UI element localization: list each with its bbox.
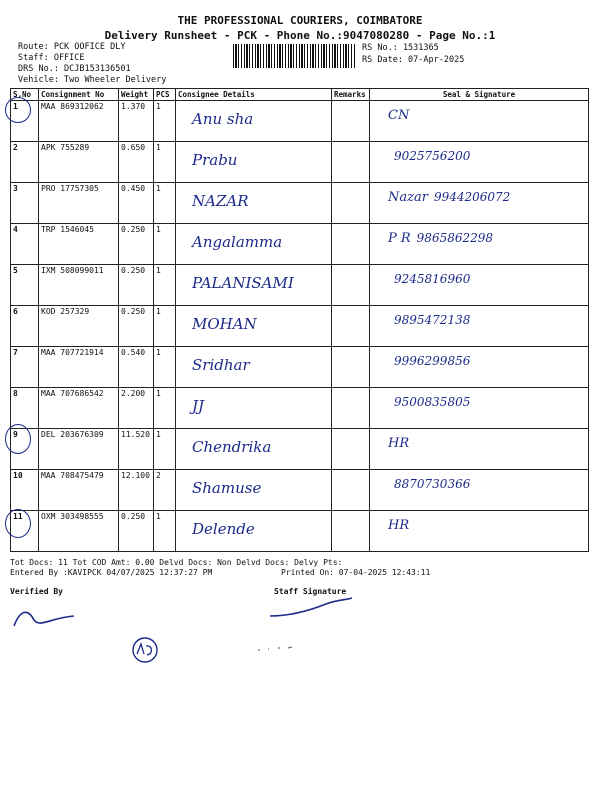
row-weight: 0.250 [119, 224, 154, 265]
row-pcs: 1 [154, 388, 176, 429]
row-remarks [332, 347, 370, 388]
row-remarks [332, 306, 370, 347]
row-consignee [176, 101, 332, 142]
consignee-handwritten-name: Chendrika [192, 438, 272, 456]
row-seal-signature [370, 429, 589, 470]
row-sno: 1 [11, 101, 39, 142]
route-label: Route: PCK OOFICE DLY [18, 42, 126, 52]
handwritten-signature [372, 348, 586, 369]
row-seal-signature [370, 388, 589, 429]
table-row [11, 142, 589, 183]
col-header-pcs: PCS [154, 89, 176, 101]
handwritten-signature [372, 471, 586, 492]
row-consignment-no: MAA 708475479 [39, 470, 119, 511]
row-pcs: 1 [154, 183, 176, 224]
row-consignment-no: DEL 203676309 [39, 429, 119, 470]
row-weight: 0.540 [119, 347, 154, 388]
row-sno: 6 [11, 306, 39, 347]
row-sno: 8 [11, 388, 39, 429]
row-consignee [176, 142, 332, 183]
row-consignee [176, 511, 332, 552]
row-weight: 0.450 [119, 183, 154, 224]
table-row [11, 265, 589, 306]
row-weight: 0.250 [119, 306, 154, 347]
barcode-graphic [233, 44, 355, 68]
row-consignment-no: KOD 257329 [39, 306, 119, 347]
row-consignee [176, 470, 332, 511]
totals-line: Tot Docs: 11 Tot COD Amt: 0.00 Delvd Docs: Non Delvd Docs: Delvy Pts: [10, 558, 343, 567]
signature-text: CN [388, 108, 410, 123]
signature-phone: 9996299856 [394, 354, 471, 368]
row-weight: 2.200 [119, 388, 154, 429]
row-sno: 9 [11, 429, 39, 470]
row-consignee [176, 224, 332, 265]
ink-circle-row-9 [5, 424, 31, 454]
row-seal-signature [370, 511, 589, 552]
row-remarks [332, 265, 370, 306]
runsheet-subtitle: Delivery Runsheet - PCK - Phone No.:9047080280 - Page No.:1 [104, 29, 496, 42]
ink-dots [256, 644, 296, 654]
ink-circle-row-11 [5, 509, 31, 538]
row-consignment-no: MAA 707686542 [39, 388, 119, 429]
row-consignment-no: MAA 869312062 [39, 101, 119, 142]
signature-phone: 9500835805 [394, 395, 471, 409]
ink-circle-row-1 [5, 97, 31, 123]
row-remarks [332, 388, 370, 429]
consignee-handwritten-name: Sridhar [192, 356, 250, 374]
row-seal-signature [370, 470, 589, 511]
signature-phone: 9944206072 [433, 190, 511, 204]
staff-signature-scribble [266, 596, 356, 622]
table-row [11, 511, 589, 552]
signature-text: HR [388, 518, 410, 533]
row-weight: 0.650 [119, 142, 154, 183]
table-row [11, 224, 589, 265]
row-pcs: 1 [154, 142, 176, 183]
row-consignment-no: IXM 508099011 [39, 265, 119, 306]
verified-signature-scribble [10, 600, 80, 630]
vehicle-label: Vehicle: Two Wheeler Delivery [18, 75, 167, 85]
consignee-handwritten-name: Prabu [192, 151, 238, 169]
row-pcs: 1 [154, 347, 176, 388]
handwritten-signature [372, 143, 586, 164]
consignee-handwritten-name: Shamuse [192, 479, 262, 497]
row-pcs: 1 [154, 511, 176, 552]
handwritten-signature [372, 512, 586, 533]
printed-on: Printed On: 07-04-2025 12:43:11 [281, 568, 431, 577]
row-consignee [176, 265, 332, 306]
row-weight: 11.520 [119, 429, 154, 470]
consignee-handwritten-name: Delende [192, 520, 255, 538]
row-pcs: 1 [154, 306, 176, 347]
signature-text: P R [388, 231, 411, 246]
entered-by: Entered By :KAVIPCK 04/07/2025 12:37:27 PM [10, 568, 213, 577]
table-header-row [11, 89, 589, 101]
row-remarks [332, 142, 370, 183]
consignee-handwritten-name: PALANISAMI [192, 274, 294, 292]
row-consignee [176, 388, 332, 429]
handwritten-signature [372, 225, 586, 246]
row-sno: 4 [11, 224, 39, 265]
row-consignment-no: APK 755289 [39, 142, 119, 183]
row-consignee [176, 429, 332, 470]
row-pcs: 1 [154, 265, 176, 306]
consignee-handwritten-name: Anu sha [192, 110, 254, 128]
row-remarks [332, 429, 370, 470]
row-seal-signature [370, 183, 589, 224]
runsheet-table [10, 88, 589, 552]
signature-phone: 9245816960 [394, 272, 471, 286]
row-remarks [332, 470, 370, 511]
row-pcs: 1 [154, 429, 176, 470]
row-seal-signature [370, 347, 589, 388]
staff-label: Staff: OFFICE [18, 53, 85, 63]
row-consignee [176, 183, 332, 224]
row-sno: 3 [11, 183, 39, 224]
drs-label: DRS No.: DCJB153136501 [18, 64, 131, 74]
handwritten-signature [372, 102, 586, 123]
col-header-weight: Weight [119, 89, 154, 101]
col-header-consignment: Consignment No [39, 89, 119, 101]
table-row [11, 183, 589, 224]
signature-text: Nazar [388, 190, 428, 205]
row-consignment-no: PRO 17757305 [39, 183, 119, 224]
row-consignment-no: OXM 303498555 [39, 511, 119, 552]
col-header-consignee: Consignee Details [176, 89, 332, 101]
rs-number: RS No.: 1531365 [362, 43, 439, 53]
row-sno: 5 [11, 265, 39, 306]
row-consignee [176, 347, 332, 388]
row-seal-signature [370, 142, 589, 183]
row-remarks [332, 224, 370, 265]
consignee-handwritten-name: Angalamma [192, 233, 283, 251]
row-remarks [332, 511, 370, 552]
col-header-seal: Seal & Signature [370, 89, 589, 101]
signature-phone: 9025756200 [394, 149, 471, 163]
table-row [11, 101, 589, 142]
row-pcs: 1 [154, 101, 176, 142]
row-sno: 10 [11, 470, 39, 511]
row-remarks [332, 183, 370, 224]
row-consignee [176, 306, 332, 347]
table-row [11, 388, 589, 429]
row-sno: 7 [11, 347, 39, 388]
row-seal-signature [370, 101, 589, 142]
row-weight: 0.250 [119, 511, 154, 552]
signature-text: HR [388, 436, 410, 451]
row-consignment-no: MAA 707721914 [39, 347, 119, 388]
table-row [11, 347, 589, 388]
col-header-sno: S.No [11, 89, 39, 101]
row-sno: 2 [11, 142, 39, 183]
row-seal-signature [370, 306, 589, 347]
consignee-handwritten-name: MOHAN [192, 315, 257, 333]
row-weight: 12.100 [119, 470, 154, 511]
row-seal-signature [370, 224, 589, 265]
consignee-handwritten-name: JJ [192, 397, 205, 415]
handwritten-signature [372, 184, 586, 205]
table-row [11, 470, 589, 511]
row-seal-signature [370, 265, 589, 306]
initials-scribble [128, 634, 162, 666]
signature-phone: 9895472138 [394, 313, 471, 327]
row-weight: 0.250 [119, 265, 154, 306]
handwritten-signature [372, 307, 586, 328]
row-pcs: 2 [154, 470, 176, 511]
row-consignment-no: TRP 1546045 [39, 224, 119, 265]
handwritten-signature [372, 389, 586, 410]
table-row [11, 306, 589, 347]
table-row [11, 429, 589, 470]
consignee-handwritten-name: NAZAR [192, 192, 249, 210]
row-pcs: 1 [154, 224, 176, 265]
staff-signature-label: Staff Signature [274, 587, 347, 596]
verified-by-label: Verified By [10, 587, 63, 596]
signature-phone: 9865862298 [416, 231, 494, 245]
col-header-remarks: Remarks [332, 89, 370, 101]
handwritten-signature [372, 266, 586, 287]
signature-phone: 8870730366 [394, 477, 471, 491]
row-remarks [332, 101, 370, 142]
row-weight: 1.370 [119, 101, 154, 142]
company-title: THE PROFESSIONAL COURIERS, COIMBATORE [177, 14, 423, 27]
rs-date: RS Date: 07-Apr-2025 [362, 55, 465, 65]
row-sno: 11 [11, 511, 39, 552]
handwritten-signature [372, 430, 586, 451]
